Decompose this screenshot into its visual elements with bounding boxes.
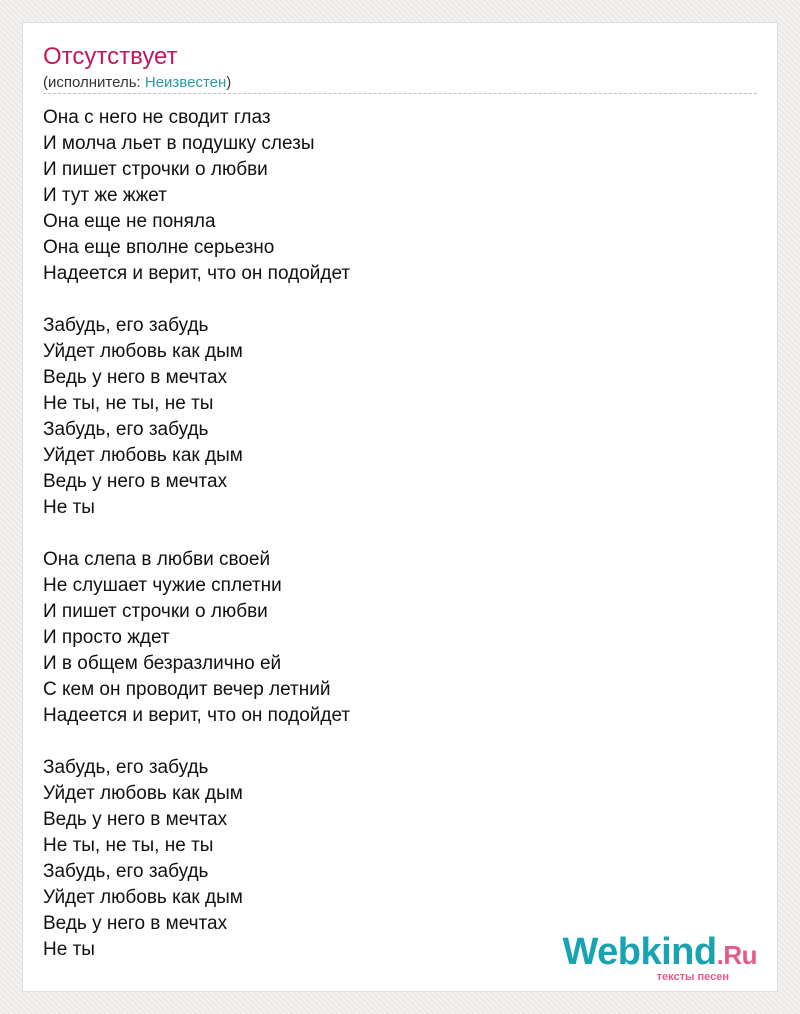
- lyrics-text: [43, 105, 350, 963]
- lyric-line: Она слепа в любви своей: [43, 549, 271, 570]
- artist-prefix: (исполнитель:: [43, 74, 145, 91]
- lyric-line: И в общем безразлично ей: [43, 653, 282, 674]
- lyric-line: Ведь у него в мечтах: [43, 367, 228, 388]
- lyric-line: Надеется и верит, что он подойдет: [43, 705, 351, 726]
- artist-suffix: ): [226, 74, 232, 91]
- lyric-line: Она еще вполне серьезно: [43, 237, 275, 258]
- dashed-divider: [43, 93, 757, 94]
- lyric-line: Забудь, его забудь: [43, 861, 209, 882]
- lyric-line: И просто ждет: [43, 627, 170, 648]
- lyric-line: И тут же жжет: [43, 185, 167, 206]
- lyric-line: Забудь, его забудь: [43, 757, 209, 778]
- site-logo[interactable]: [562, 933, 757, 983]
- artist-link[interactable]: Неизвестен: [144, 74, 227, 91]
- lyric-line: Ведь у него в мечтах: [43, 913, 228, 934]
- lyric-line: Уйдет любовь как дым: [43, 341, 243, 362]
- lyric-line: И молча льет в подушку слезы: [43, 133, 315, 154]
- lyric-line: Забудь, его забудь: [43, 419, 209, 440]
- logo-word: Webkind: [562, 931, 717, 973]
- stanza-gap: [43, 287, 350, 313]
- lyric-line: Уйдет любовь как дым: [43, 445, 243, 466]
- lyric-line: Она еще не поняла: [43, 211, 216, 232]
- artist-line: [43, 74, 231, 92]
- song-title: Отсутствует: [43, 43, 178, 70]
- lyric-line: Не ты: [43, 939, 95, 960]
- lyric-line: И пишет строчки о любви: [43, 159, 268, 180]
- lyric-line: Ведь у него в мечтах: [43, 471, 228, 492]
- lyric-line: Ведь у него в мечтах: [43, 809, 228, 830]
- stanza-gap: [43, 729, 350, 755]
- stanza-gap: [43, 521, 350, 547]
- lyric-line: Не ты: [43, 497, 95, 518]
- lyric-line: Забудь, его забудь: [43, 315, 209, 336]
- lyric-line: Она с него не сводит глаз: [43, 107, 271, 128]
- lyric-line: Не ты, не ты, не ты: [43, 835, 214, 856]
- logo-tld: .Ru: [716, 940, 757, 970]
- lyric-line: Надеется и верит, что он подойдет: [43, 263, 351, 284]
- logo-tagline: тексты песен: [656, 971, 729, 983]
- lyric-line: Уйдет любовь как дым: [43, 783, 243, 804]
- lyric-line: И пишет строчки о любви: [43, 601, 268, 622]
- lyric-line: Не слушает чужие сплетни: [43, 575, 282, 596]
- lyrics-card: [22, 22, 778, 992]
- lyric-line: Не ты, не ты, не ты: [43, 393, 214, 414]
- lyric-line: Уйдет любовь как дым: [43, 887, 243, 908]
- lyric-line: С кем он проводит вечер летний: [43, 679, 331, 700]
